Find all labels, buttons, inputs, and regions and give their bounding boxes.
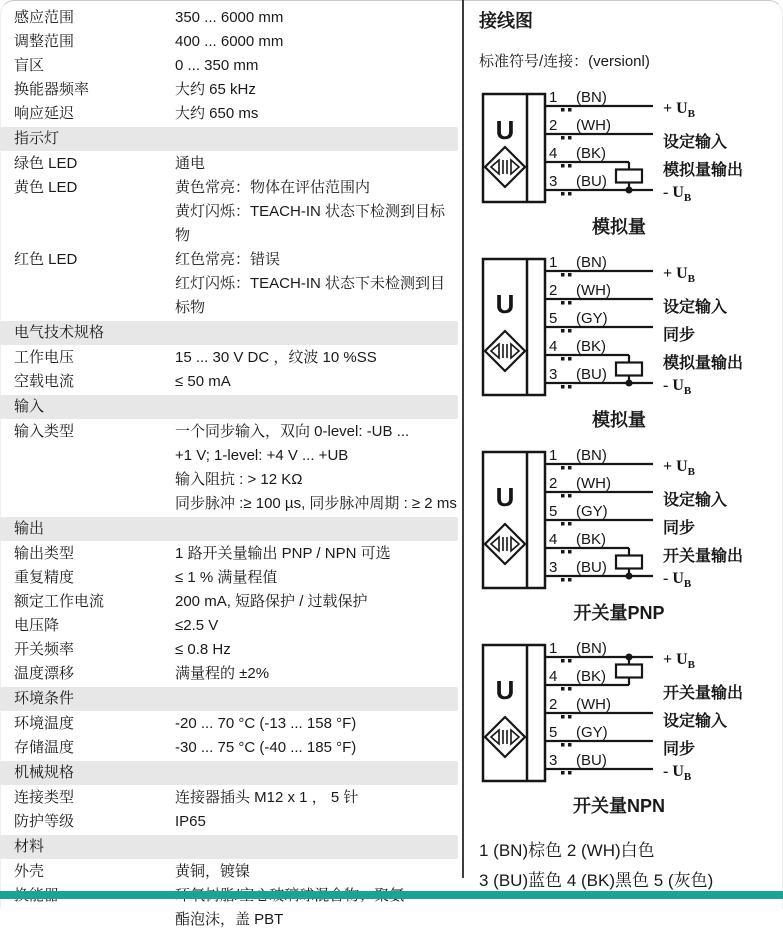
wire bbox=[545, 254, 696, 285]
spec-value-line: 通电 bbox=[175, 155, 206, 172]
spec-row bbox=[0, 810, 458, 834]
load-resistor-icon bbox=[616, 162, 642, 194]
wiring-subtitle: 标准符号/连接：(versionl) bbox=[479, 53, 650, 70]
spec-label: 工作电压 bbox=[14, 349, 75, 366]
spec-table bbox=[0, 6, 458, 932]
spec-label: 盲区 bbox=[14, 57, 45, 74]
wire-color-code: (BU) bbox=[576, 752, 607, 769]
spec-value bbox=[175, 420, 458, 516]
spec-value bbox=[175, 810, 458, 834]
pin-number: 5 bbox=[549, 310, 558, 327]
pin-number: 2 bbox=[549, 696, 558, 713]
diagrams bbox=[479, 86, 781, 818]
spec-label: 黄色 LED bbox=[14, 179, 78, 196]
wire-function-label: 设定输入 bbox=[663, 299, 728, 316]
wire bbox=[545, 338, 743, 372]
spec-value-line: 输入阻抗 : > 12 KΩ bbox=[175, 471, 303, 488]
spec-value bbox=[175, 30, 458, 54]
spec-label: 存储温度 bbox=[14, 739, 75, 756]
wire-function-label: 开关量输出 bbox=[663, 685, 744, 702]
wire-color-code: (BK) bbox=[576, 531, 606, 548]
diagram-caption: 开关量PNP bbox=[573, 603, 665, 623]
spec-value bbox=[175, 248, 458, 320]
load-resistor-icon bbox=[616, 654, 642, 686]
spec-value-line: 黄铜，镀镍 bbox=[175, 863, 251, 880]
spec-row bbox=[0, 638, 458, 662]
spec-row bbox=[0, 152, 458, 176]
spec-value-line: ≤2.5 V bbox=[175, 617, 219, 634]
wire-color-code: (WH) bbox=[576, 696, 611, 713]
wire-color-code: (BU) bbox=[576, 366, 607, 383]
wire bbox=[545, 531, 743, 565]
spec-value bbox=[175, 542, 458, 566]
wire-color-code: (BN) bbox=[576, 254, 607, 271]
spec-label: 防护等级 bbox=[14, 813, 75, 830]
spec-label: 红色 LED bbox=[14, 251, 78, 268]
column-divider bbox=[462, 0, 464, 878]
wire-function-label: 同步 bbox=[663, 327, 696, 344]
sensor-symbol-letter: U bbox=[495, 675, 515, 705]
spec-value bbox=[175, 614, 458, 638]
wire-function-label: - $U_B$ bbox=[663, 763, 692, 783]
wire-function-label: - $U_B$ bbox=[663, 377, 692, 397]
pin-number: 5 bbox=[549, 503, 558, 520]
spec-section-header: 材料 bbox=[0, 835, 458, 859]
wire-function-label: 设定输入 bbox=[663, 134, 728, 151]
spec-value bbox=[175, 736, 458, 760]
wire-color-code: (BK) bbox=[576, 145, 606, 162]
pin-number: 4 bbox=[549, 668, 558, 685]
spec-value-line: -20 ... 70 °C (-13 ... 158 °F) bbox=[175, 715, 357, 732]
spec-row bbox=[0, 102, 458, 126]
spec-value-line: 350 ... 6000 mm bbox=[175, 9, 284, 26]
spec-value-line: 红色常亮：错误 bbox=[175, 251, 281, 268]
spec-value-line: +1 V; 1-level: +4 V ... +UB bbox=[175, 447, 349, 464]
spec-value-line: 酯泡沫，盖 PBT bbox=[175, 911, 284, 928]
spec-label: 换能器频率 bbox=[14, 81, 90, 98]
spec-value-line: 0 ... 350 mm bbox=[175, 57, 259, 74]
spec-row bbox=[0, 542, 458, 566]
spec-label: 开关频率 bbox=[14, 641, 75, 658]
wiring-diagram-svg bbox=[479, 637, 779, 789]
wire bbox=[545, 117, 727, 151]
spec-row bbox=[0, 712, 458, 736]
wiring-diagram bbox=[479, 444, 781, 625]
wire-color-code: (BN) bbox=[576, 89, 607, 106]
spec-row bbox=[0, 590, 458, 614]
spec-row bbox=[0, 78, 458, 102]
wire-color-code: (WH) bbox=[576, 117, 611, 134]
wire-color-code: (GY) bbox=[576, 503, 608, 520]
pin-number: 3 bbox=[549, 752, 558, 769]
spec-value-line: 15 ... 30 V DC ，纹波 10 %SS bbox=[175, 349, 377, 366]
legend-line: 1 (BN)棕色 2 (WH)白色 bbox=[479, 841, 655, 860]
wire-function-label: 设定输入 bbox=[663, 713, 728, 730]
spec-value-line: IP65 bbox=[175, 813, 206, 830]
spec-value bbox=[175, 712, 458, 736]
load-resistor-icon bbox=[616, 355, 642, 387]
spec-label: 连接类型 bbox=[14, 789, 75, 806]
pin-number: 2 bbox=[549, 475, 558, 492]
wire-function-label: + $U_B$ bbox=[663, 458, 696, 478]
spec-row bbox=[0, 6, 458, 30]
wire-function-label: + $U_B$ bbox=[663, 651, 696, 671]
spec-value-line: 黄色常亮：物体在评估范围内 bbox=[175, 179, 371, 196]
spec-value bbox=[175, 370, 458, 394]
spec-row bbox=[0, 860, 458, 884]
wire-color-legend bbox=[479, 836, 781, 896]
spec-row bbox=[0, 420, 458, 516]
sensor-body bbox=[483, 645, 545, 781]
spec-value bbox=[175, 176, 458, 248]
wire bbox=[545, 89, 696, 120]
wire-color-code: (BN) bbox=[576, 640, 607, 657]
pin-number: 2 bbox=[549, 117, 558, 134]
spec-row bbox=[0, 176, 458, 248]
wire bbox=[545, 282, 727, 316]
spec-value-line: 黄灯闪烁：TEACH-IN 状态下检测到目标物 bbox=[175, 203, 446, 244]
pin-number: 1 bbox=[549, 254, 558, 271]
spec-value bbox=[175, 860, 458, 884]
spec-value-line: 400 ... 6000 mm bbox=[175, 33, 284, 50]
spec-row bbox=[0, 736, 458, 760]
spec-section-header: 环境条件 bbox=[0, 687, 458, 711]
pin-number: 5 bbox=[549, 724, 558, 741]
spec-label: 温度漂移 bbox=[14, 665, 75, 682]
spec-row bbox=[0, 30, 458, 54]
spec-value-line: 1 路开关量输出 PNP / NPN 可选 bbox=[175, 545, 391, 562]
pin-number: 1 bbox=[549, 89, 558, 106]
diagram-caption: 开关量NPN bbox=[572, 796, 665, 816]
wire-color-code: (BU) bbox=[576, 559, 607, 576]
spec-label: 电压降 bbox=[14, 617, 60, 634]
spec-value bbox=[175, 102, 458, 126]
wire-color-code: (WH) bbox=[576, 475, 611, 492]
spec-section-header: 指示灯 bbox=[0, 127, 458, 151]
wire-color-code: (GY) bbox=[576, 310, 608, 327]
wire-function-label: 模拟量输出 bbox=[663, 355, 744, 372]
pin-number: 3 bbox=[549, 173, 558, 190]
wiring-title: 接线图 bbox=[479, 11, 533, 31]
pin-number: 2 bbox=[549, 282, 558, 299]
spec-row bbox=[0, 54, 458, 78]
spec-value bbox=[175, 78, 458, 102]
wiring-diagram bbox=[479, 251, 781, 432]
wire-color-code: (BK) bbox=[576, 338, 606, 355]
spec-row bbox=[0, 662, 458, 686]
wire-function-label: 同步 bbox=[663, 741, 696, 758]
diagram-caption: 模拟量 bbox=[592, 410, 646, 430]
spec-value-line: 大约 65 kHz bbox=[175, 81, 256, 98]
wire-function-label: - $U_B$ bbox=[663, 184, 692, 204]
wire-color-code: (BK) bbox=[576, 668, 606, 685]
spec-label: 调整范围 bbox=[14, 33, 75, 50]
spec-value-line: 满量程的 ±2% bbox=[175, 665, 270, 682]
wiring-column bbox=[479, 10, 781, 896]
pin-number: 1 bbox=[549, 640, 558, 657]
legend-line: 3 (BU)蓝色 4 (BK)黑色 5 (灰色) bbox=[479, 871, 714, 890]
wire-function-label: 同步 bbox=[663, 520, 696, 537]
spec-value bbox=[175, 786, 458, 810]
spec-label: 重复精度 bbox=[14, 569, 75, 586]
wire-function-label: - $U_B$ bbox=[663, 570, 692, 590]
sensor-body bbox=[483, 94, 545, 202]
wire bbox=[545, 447, 696, 478]
spec-label: 空载电流 bbox=[14, 373, 75, 390]
spec-value-line: 一个同步输入，双向 0-level: -UB ... bbox=[175, 423, 410, 440]
spec-value bbox=[175, 6, 458, 30]
wiring-diagram-svg bbox=[479, 251, 779, 403]
spec-value-line: 同步脉冲 :≥ 100 µs, 同步脉冲周期 : ≥ 2 ms bbox=[175, 495, 457, 512]
wire-function-label: + $U_B$ bbox=[663, 265, 696, 285]
footer-accent-bar bbox=[0, 891, 783, 899]
sensor-symbol-letter: U bbox=[495, 482, 515, 512]
wire-color-code: (WH) bbox=[576, 282, 611, 299]
spec-section-header: 输入 bbox=[0, 395, 458, 419]
spec-value-line: 200 mA, 短路保护 / 过载保护 bbox=[175, 593, 368, 610]
pin-number: 4 bbox=[549, 338, 558, 355]
wire bbox=[545, 475, 727, 509]
spec-value-line: ≤ 0.8 Hz bbox=[175, 641, 231, 658]
spec-value-line: ≤ 50 mA bbox=[175, 373, 231, 390]
sensor-body bbox=[483, 259, 545, 395]
spec-label: 额定工作电流 bbox=[14, 593, 105, 610]
spec-row bbox=[0, 614, 458, 638]
spec-value-line: 连接器插头 M12 x 1 ， 5 针 bbox=[175, 789, 359, 806]
wire-function-label: + $U_B$ bbox=[663, 100, 696, 120]
sensor-symbol-letter: U bbox=[495, 289, 515, 319]
spec-value bbox=[175, 566, 458, 590]
spec-label: 外壳 bbox=[14, 863, 45, 880]
spec-value bbox=[175, 54, 458, 78]
wire-function-label: 模拟量输出 bbox=[663, 162, 744, 179]
load-resistor-icon bbox=[616, 548, 642, 580]
spec-label: 感应范围 bbox=[14, 9, 75, 26]
spec-value bbox=[175, 346, 458, 370]
wire-function-label: 开关量输出 bbox=[663, 548, 744, 565]
spec-section-header: 电气技术规格 bbox=[0, 321, 458, 345]
wiring-diagram-svg bbox=[479, 444, 779, 596]
wire bbox=[545, 668, 743, 702]
pin-number: 3 bbox=[549, 559, 558, 576]
spec-value-line: 红灯闪烁：TEACH-IN 状态下未检测到目标物 bbox=[175, 275, 446, 316]
spec-value bbox=[175, 662, 458, 686]
spec-value bbox=[175, 638, 458, 662]
spec-row bbox=[0, 248, 458, 320]
spec-section-header: 输出 bbox=[0, 517, 458, 541]
wiring-diagram bbox=[479, 86, 781, 239]
spec-row bbox=[0, 786, 458, 810]
wire-color-code: (BU) bbox=[576, 173, 607, 190]
spec-value-line: 大约 650 ms bbox=[175, 105, 259, 122]
sensor-symbol-letter: U bbox=[495, 115, 515, 145]
wire-color-code: (BN) bbox=[576, 447, 607, 464]
spec-row bbox=[0, 566, 458, 590]
pin-number: 4 bbox=[549, 531, 558, 548]
spec-value-line: ≤ 1 % 满量程值 bbox=[175, 569, 278, 586]
spec-section-header: 机械规格 bbox=[0, 761, 458, 785]
spec-label: 输出类型 bbox=[14, 545, 75, 562]
spec-value bbox=[175, 152, 458, 176]
wiring-diagram-svg bbox=[479, 86, 779, 210]
wire-function-label: 设定输入 bbox=[663, 492, 728, 509]
spec-row bbox=[0, 370, 458, 394]
wiring-diagram bbox=[479, 637, 781, 818]
spec-label: 响应延迟 bbox=[14, 105, 75, 122]
spec-label: 输入类型 bbox=[14, 423, 75, 440]
spec-row bbox=[0, 346, 458, 370]
spec-value bbox=[175, 590, 458, 614]
spec-label: 环境温度 bbox=[14, 715, 75, 732]
spec-value-line: -30 ... 75 °C (-40 ... 185 °F) bbox=[175, 739, 357, 756]
diagram-caption: 模拟量 bbox=[592, 217, 646, 237]
pin-number: 4 bbox=[549, 145, 558, 162]
wire-color-code: (GY) bbox=[576, 724, 608, 741]
spec-label: 绿色 LED bbox=[14, 155, 78, 172]
pin-number: 3 bbox=[549, 366, 558, 383]
pin-number: 1 bbox=[549, 447, 558, 464]
sensor-body bbox=[483, 452, 545, 588]
